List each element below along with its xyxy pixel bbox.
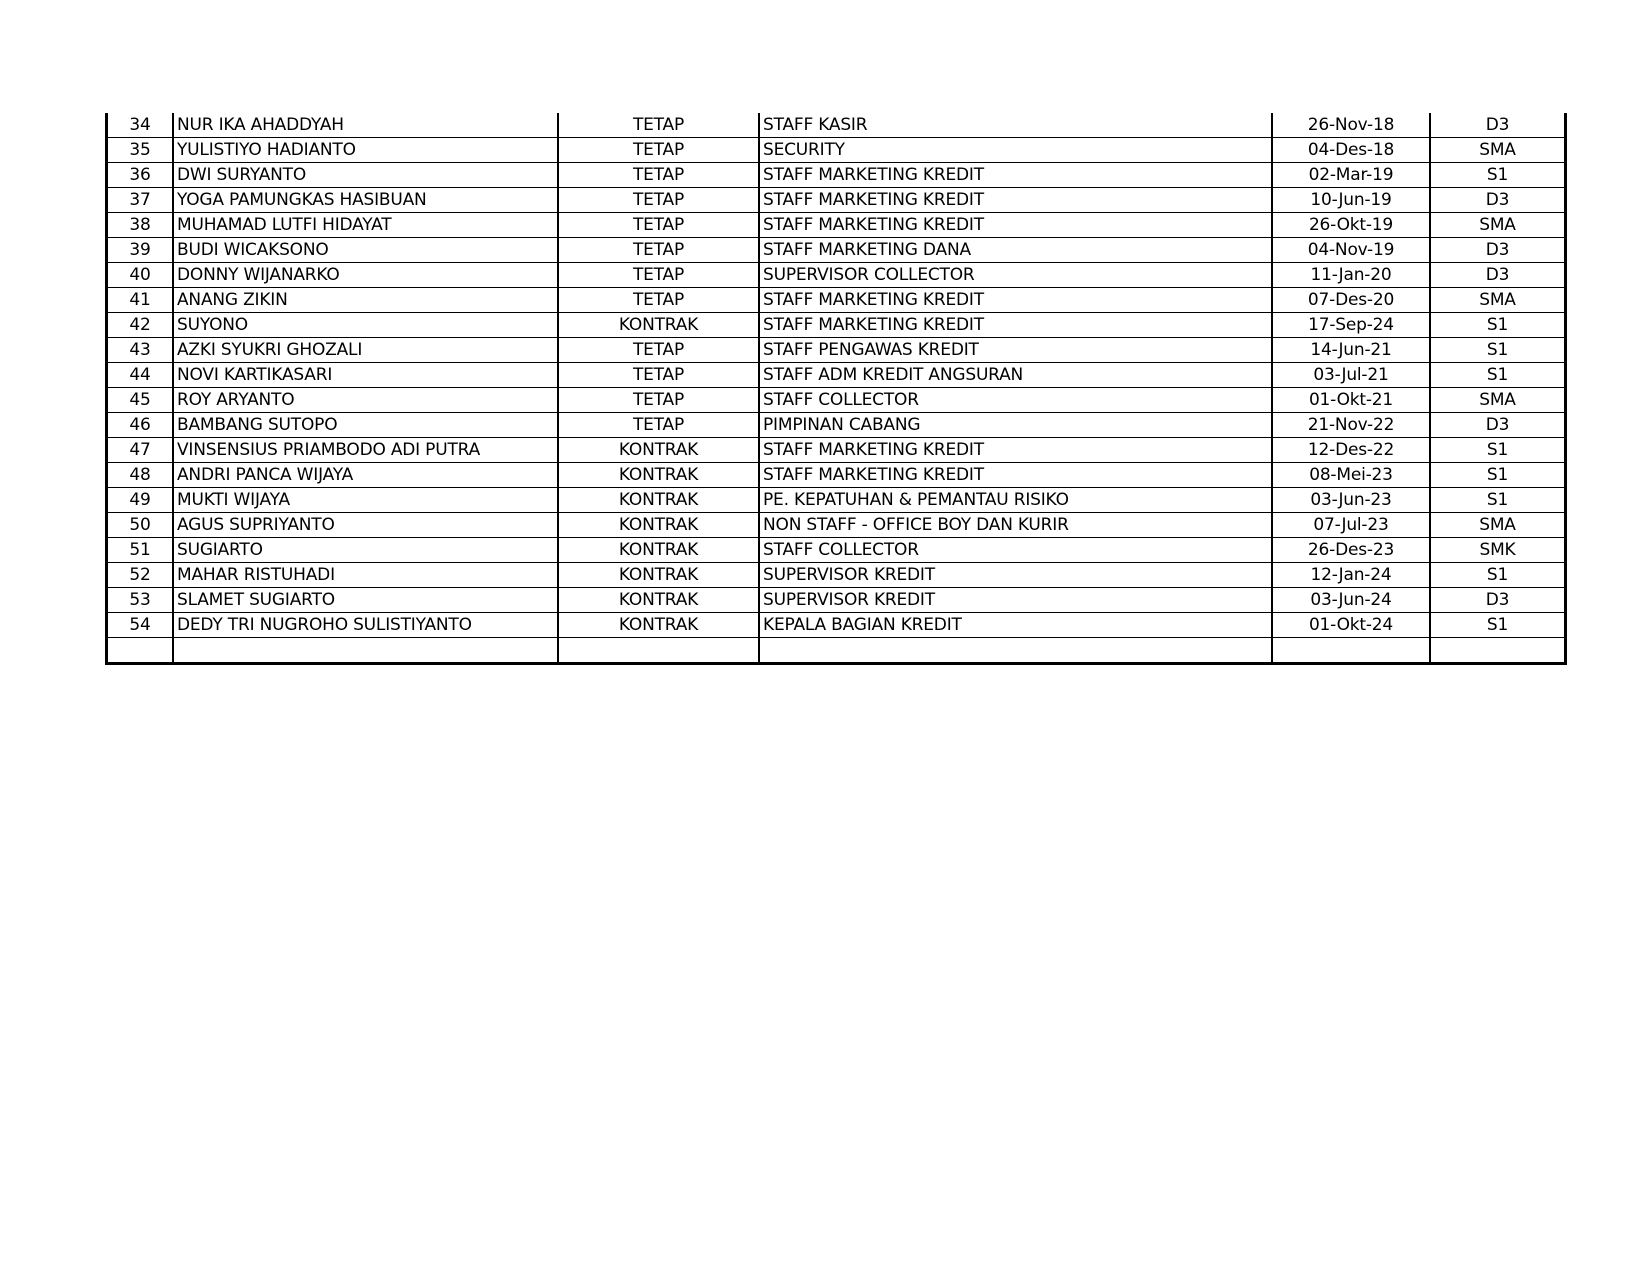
position-cell: STAFF MARKETING KREDIT: [759, 313, 1272, 338]
position-cell: STAFF MARKETING KREDIT: [759, 213, 1272, 238]
employee-name-cell: VINSENSIUS PRIAMBODO ADI PUTRA: [173, 438, 558, 463]
employee-name-cell: DWI SURYANTO: [173, 163, 558, 188]
row-number-cell: 54: [107, 613, 174, 638]
education-cell: SMK: [1430, 538, 1566, 563]
position-cell: STAFF MARKETING KREDIT: [759, 163, 1272, 188]
row-number-cell: [107, 638, 174, 664]
position-cell: STAFF MARKETING KREDIT: [759, 438, 1272, 463]
start-date-cell: 17-Sep-24: [1272, 313, 1430, 338]
table-row: [107, 363, 1566, 388]
table-row: [107, 488, 1566, 513]
start-date-cell: 04-Des-18: [1272, 138, 1430, 163]
employment-status-cell: KONTRAK: [558, 538, 759, 563]
row-number-cell: 39: [107, 238, 174, 263]
start-date-cell: 03-Jun-23: [1272, 488, 1430, 513]
position-cell: STAFF COLLECTOR: [759, 538, 1272, 563]
employee-name-cell: BAMBANG SUTOPO: [173, 413, 558, 438]
table-row: [107, 163, 1566, 188]
row-number-cell: 41: [107, 288, 174, 313]
row-number-cell: 52: [107, 563, 174, 588]
education-cell: S1: [1430, 463, 1566, 488]
start-date-cell: 07-Jul-23: [1272, 513, 1430, 538]
row-number-cell: 51: [107, 538, 174, 563]
start-date-cell: 11-Jan-20: [1272, 263, 1430, 288]
row-number-cell: 44: [107, 363, 174, 388]
education-cell: D3: [1430, 413, 1566, 438]
employment-status-cell: TETAP: [558, 363, 759, 388]
education-cell: SMA: [1430, 288, 1566, 313]
employee-table: [105, 113, 1567, 665]
position-cell: KEPALA BAGIAN KREDIT: [759, 613, 1272, 638]
start-date-cell: 12-Jan-24: [1272, 563, 1430, 588]
row-number-cell: 38: [107, 213, 174, 238]
employment-status-cell: KONTRAK: [558, 438, 759, 463]
employee-name-cell: BUDI WICAKSONO: [173, 238, 558, 263]
education-cell: D3: [1430, 113, 1566, 138]
start-date-cell: 14-Jun-21: [1272, 338, 1430, 363]
education-cell: SMA: [1430, 513, 1566, 538]
start-date-cell: 07-Des-20: [1272, 288, 1430, 313]
education-cell: S1: [1430, 338, 1566, 363]
employment-status-cell: KONTRAK: [558, 513, 759, 538]
table-row: [107, 613, 1566, 638]
education-cell: [1430, 638, 1566, 664]
position-cell: STAFF ADM KREDIT ANGSURAN: [759, 363, 1272, 388]
employment-status-cell: KONTRAK: [558, 463, 759, 488]
employee-name-cell: MAHAR RISTUHADI: [173, 563, 558, 588]
row-number-cell: 37: [107, 188, 174, 213]
position-cell: STAFF KASIR: [759, 113, 1272, 138]
position-cell: STAFF MARKETING KREDIT: [759, 463, 1272, 488]
employment-status-cell: TETAP: [558, 213, 759, 238]
employment-status-cell: KONTRAK: [558, 613, 759, 638]
employee-name-cell: [173, 638, 558, 664]
start-date-cell: [1272, 638, 1430, 664]
table-row: [107, 388, 1566, 413]
table-row: [107, 113, 1566, 138]
employee-name-cell: SLAMET SUGIARTO: [173, 588, 558, 613]
table-row: [107, 513, 1566, 538]
row-number-cell: 45: [107, 388, 174, 413]
start-date-cell: 21-Nov-22: [1272, 413, 1430, 438]
table-row: [107, 538, 1566, 563]
education-cell: D3: [1430, 238, 1566, 263]
employee-table-body: [107, 113, 1566, 664]
position-cell: STAFF COLLECTOR: [759, 388, 1272, 413]
table-row: [107, 138, 1566, 163]
position-cell: STAFF PENGAWAS KREDIT: [759, 338, 1272, 363]
start-date-cell: 26-Nov-18: [1272, 113, 1430, 138]
employment-status-cell: TETAP: [558, 113, 759, 138]
education-cell: SMA: [1430, 388, 1566, 413]
employee-name-cell: AZKI SYUKRI GHOZALI: [173, 338, 558, 363]
row-number-cell: 36: [107, 163, 174, 188]
education-cell: S1: [1430, 163, 1566, 188]
employment-status-cell: TETAP: [558, 163, 759, 188]
employee-name-cell: ROY ARYANTO: [173, 388, 558, 413]
employee-name-cell: MUKTI WIJAYA: [173, 488, 558, 513]
table-row: [107, 588, 1566, 613]
position-cell: STAFF MARKETING KREDIT: [759, 188, 1272, 213]
table-row: [107, 238, 1566, 263]
position-cell: SUPERVISOR COLLECTOR: [759, 263, 1272, 288]
employee-name-cell: NUR IKA AHADDYAH: [173, 113, 558, 138]
employee-name-cell: SUYONO: [173, 313, 558, 338]
start-date-cell: 10-Jun-19: [1272, 188, 1430, 213]
position-cell: PE. KEPATUHAN & PEMANTAU RISIKO: [759, 488, 1272, 513]
position-cell: NON STAFF - OFFICE BOY DAN KURIR: [759, 513, 1272, 538]
table-row: [107, 188, 1566, 213]
education-cell: D3: [1430, 263, 1566, 288]
start-date-cell: 26-Des-23: [1272, 538, 1430, 563]
employment-status-cell: TETAP: [558, 238, 759, 263]
employee-name-cell: DEDY TRI NUGROHO SULISTIYANTO: [173, 613, 558, 638]
table-row: [107, 563, 1566, 588]
table-row: [107, 638, 1566, 664]
position-cell: SECURITY: [759, 138, 1272, 163]
position-cell: STAFF MARKETING KREDIT: [759, 288, 1272, 313]
start-date-cell: 02-Mar-19: [1272, 163, 1430, 188]
start-date-cell: 01-Okt-24: [1272, 613, 1430, 638]
row-number-cell: 47: [107, 438, 174, 463]
table-row: [107, 338, 1566, 363]
employee-name-cell: NOVI KARTIKASARI: [173, 363, 558, 388]
table-row: [107, 288, 1566, 313]
employee-name-cell: MUHAMAD LUTFI HIDAYAT: [173, 213, 558, 238]
employment-status-cell: TETAP: [558, 288, 759, 313]
education-cell: S1: [1430, 613, 1566, 638]
row-number-cell: 43: [107, 338, 174, 363]
table-row: [107, 413, 1566, 438]
employee-name-cell: DONNY WIJANARKO: [173, 263, 558, 288]
start-date-cell: 04-Nov-19: [1272, 238, 1430, 263]
position-cell: SUPERVISOR KREDIT: [759, 588, 1272, 613]
position-cell: [759, 638, 1272, 664]
employment-status-cell: KONTRAK: [558, 313, 759, 338]
table-row: [107, 463, 1566, 488]
table-row: [107, 213, 1566, 238]
education-cell: SMA: [1430, 138, 1566, 163]
employee-name-cell: SUGIARTO: [173, 538, 558, 563]
table-row: [107, 438, 1566, 463]
row-number-cell: 35: [107, 138, 174, 163]
employment-status-cell: TETAP: [558, 338, 759, 363]
start-date-cell: 08-Mei-23: [1272, 463, 1430, 488]
start-date-cell: 01-Okt-21: [1272, 388, 1430, 413]
employment-status-cell: KONTRAK: [558, 588, 759, 613]
start-date-cell: 26-Okt-19: [1272, 213, 1430, 238]
row-number-cell: 40: [107, 263, 174, 288]
employment-status-cell: TETAP: [558, 188, 759, 213]
employment-status-cell: KONTRAK: [558, 488, 759, 513]
education-cell: S1: [1430, 488, 1566, 513]
employment-status-cell: [558, 638, 759, 664]
row-number-cell: 53: [107, 588, 174, 613]
row-number-cell: 50: [107, 513, 174, 538]
row-number-cell: 34: [107, 113, 174, 138]
education-cell: SMA: [1430, 213, 1566, 238]
employee-name-cell: ANDRI PANCA WIJAYA: [173, 463, 558, 488]
start-date-cell: 03-Jun-24: [1272, 588, 1430, 613]
start-date-cell: 03-Jul-21: [1272, 363, 1430, 388]
education-cell: S1: [1430, 363, 1566, 388]
position-cell: SUPERVISOR KREDIT: [759, 563, 1272, 588]
row-number-cell: 48: [107, 463, 174, 488]
employment-status-cell: TETAP: [558, 263, 759, 288]
education-cell: S1: [1430, 438, 1566, 463]
row-number-cell: 42: [107, 313, 174, 338]
employee-name-cell: AGUS SUPRIYANTO: [173, 513, 558, 538]
education-cell: S1: [1430, 313, 1566, 338]
education-cell: S1: [1430, 563, 1566, 588]
table-row: [107, 313, 1566, 338]
position-cell: PIMPINAN CABANG: [759, 413, 1272, 438]
employment-status-cell: KONTRAK: [558, 563, 759, 588]
employee-name-cell: YOGA PAMUNGKAS HASIBUAN: [173, 188, 558, 213]
position-cell: STAFF MARKETING DANA: [759, 238, 1272, 263]
education-cell: D3: [1430, 588, 1566, 613]
employee-name-cell: ANANG ZIKIN: [173, 288, 558, 313]
row-number-cell: 46: [107, 413, 174, 438]
employee-name-cell: YULISTIYO HADIANTO: [173, 138, 558, 163]
row-number-cell: 49: [107, 488, 174, 513]
start-date-cell: 12-Des-22: [1272, 438, 1430, 463]
employment-status-cell: TETAP: [558, 413, 759, 438]
employment-status-cell: TETAP: [558, 138, 759, 163]
employment-status-cell: TETAP: [558, 388, 759, 413]
table-row: [107, 263, 1566, 288]
education-cell: D3: [1430, 188, 1566, 213]
